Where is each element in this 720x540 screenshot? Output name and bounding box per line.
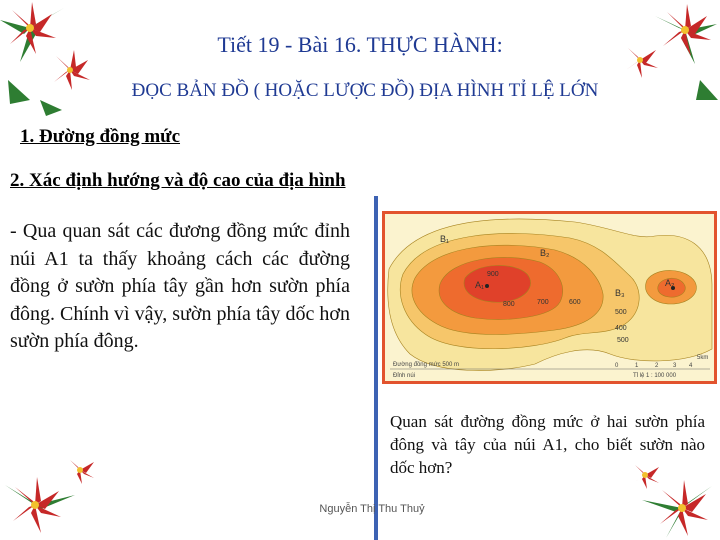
poinsettia-decoration-top-left — [0, 0, 110, 120]
label-a2: A₂ — [665, 278, 675, 288]
question-text: Quan sát đường đồng mức ở hai sườn phía đông và tây của núi A1, cho biết sườn nào dốc hơn? — [390, 412, 705, 477]
scale-tick-2: 2 — [655, 363, 659, 369]
author-footer: Nguyễn Thị Thu Thuỷ — [319, 503, 425, 515]
contour-label-500: 500 — [615, 309, 627, 316]
label-b1: B₁ — [440, 234, 450, 244]
scale-text: Tỉ lệ 1 : 100 000 — [633, 373, 677, 379]
contour-label-400: 400 — [615, 325, 627, 332]
slide-title: Tiết 19 - Bài 16. THỰC HÀNH: — [217, 32, 503, 57]
label-a1: A₁ — [475, 280, 485, 290]
scale-tick-0: 0 — [615, 363, 619, 369]
slide-subtitle: ĐỌC BẢN ĐỒ ( HOẶC LƯỢC ĐỒ) ĐỊA HÌNH TỈ LỆ LỚN — [131, 80, 599, 101]
contour-label-600: 600 — [569, 299, 581, 306]
contour-map — [382, 211, 717, 384]
section-heading-2: 2. Xác định hướng và độ cao của địa hình — [10, 170, 346, 191]
scale-tick-3: 3 — [673, 363, 677, 369]
contour-map-graphic — [385, 214, 714, 381]
peak-a1-marker — [485, 284, 489, 288]
label-b2: B₂ — [540, 248, 550, 258]
section-heading-1: 1. Đường đồng mức — [20, 126, 181, 147]
scale-tick-1: 1 — [635, 363, 639, 369]
scale-tick-5km: 5km — [697, 355, 709, 361]
contour-label-900: 900 — [487, 271, 499, 278]
legend-contour: Đường đồng mức 500 m — [393, 362, 459, 368]
contour-label-700: 700 — [537, 299, 549, 306]
contour-label-800: 800 — [503, 301, 515, 308]
label-b3: B₃ — [615, 288, 625, 298]
divider-line — [374, 196, 378, 540]
contour-label-500b: 500 — [617, 337, 629, 344]
poinsettia-decoration-bottom-left — [0, 420, 120, 540]
scale-tick-4: 4 — [689, 363, 693, 369]
legend-peak: Đỉnh núi — [393, 373, 416, 379]
explanation-paragraph: - Qua quan sát các đương đồng mức đỉnh núi A1 ta thấy khoảng cách các đường đồng ở sườn phía tây gần hơn sườn phía đông. Chính vì vậy, sườn phía tây dốc hơn sườn phía đông. — [10, 220, 350, 352]
